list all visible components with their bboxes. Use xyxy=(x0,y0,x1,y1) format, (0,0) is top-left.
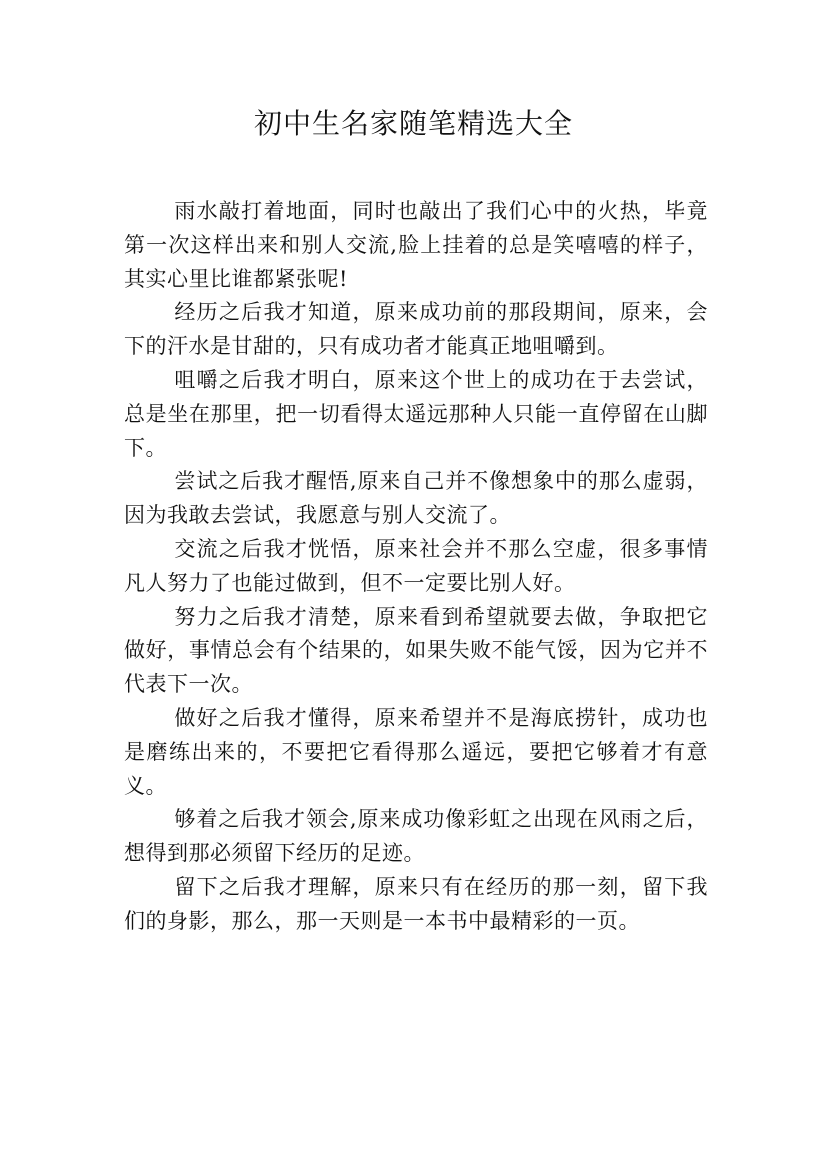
paragraph: 留下之后我才理解，原来只有在经历的那一刻，留下我们的身影，那么，那一天则是一本书中最精彩的一页。 xyxy=(124,874,708,933)
paragraph: 咀嚼之后我才明白，原来这个世上的成功在于去尝试，总是坐在那里，把一切看得太遥远那种人只能一直停留在山脚下。 xyxy=(124,367,708,460)
document-body xyxy=(124,195,708,939)
paragraph: 够着之后我才领会,原来成功像彩虹之出现在风雨之后，想得到那必须留下经历的足迹。 xyxy=(124,807,708,866)
paragraph: 尝试之后我才醒悟,原来自己并不像想象中的那么虚弱，因为我敢去尝试，我愿意与别人交流了。 xyxy=(124,469,708,528)
paragraph: 交流之后我才恍悟，原来社会并不那么空虚，很多事情凡人努力了也能过做到，但不一定要比别人好。 xyxy=(124,536,708,595)
document-title: 初中生名家随笔精选大全 xyxy=(253,107,573,140)
paragraph: 努力之后我才清楚，原来看到希望就要去做，争取把它做好，事情总会有个结果的，如果失败不能气馁，因为它并不代表下一次。 xyxy=(124,604,708,697)
paragraph: 雨水敲打着地面，同时也敲出了我们心中的火热，毕竟第一次这样出来和别人交流,脸上挂着的总是笑嘻嘻的样子，其实心里比谁都紧张呢! xyxy=(124,199,708,291)
paragraph: 做好之后我才懂得，原来希望并不是海底捞针，成功也是磨练出来的，不要把它看得那么遥远，要把它够着才有意义。 xyxy=(124,705,708,798)
paragraph: 经历之后我才知道，原来成功前的那段期间，原来，会下的汗水是甘甜的，只有成功者才能真正地咀嚼到。 xyxy=(124,300,708,359)
